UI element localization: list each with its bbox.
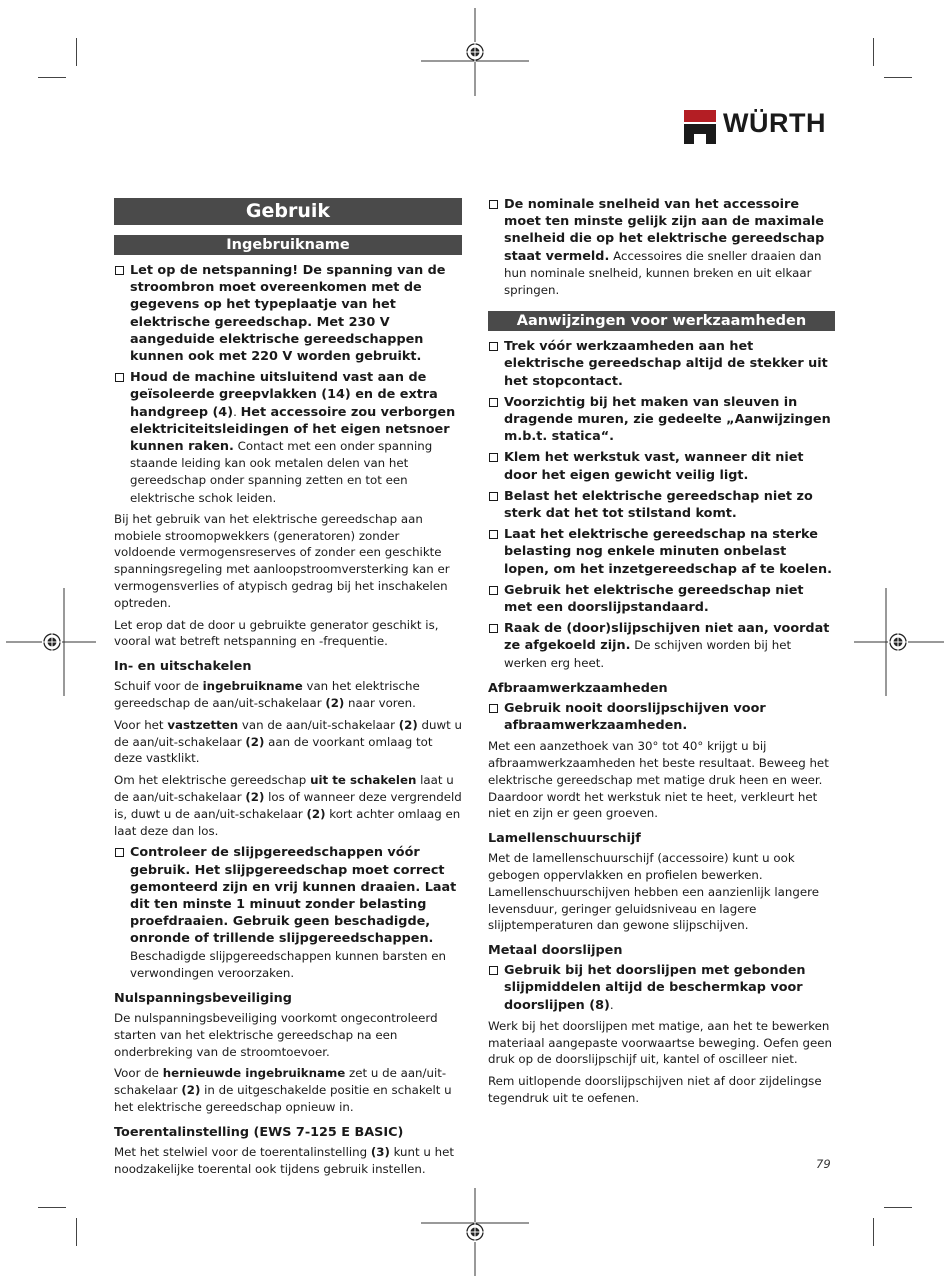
right-column — [488, 196, 835, 1112]
paragraph: Voor het vastzetten van de aan/uit-schakelaar (2) duwt u de aan/uit-schakelaar (2) aan de voorkant omlaag tot deze vastklikt. — [114, 717, 462, 766]
crop-mark — [38, 77, 66, 78]
checkbox-bullet-icon — [489, 530, 498, 539]
crop-mark — [884, 1207, 912, 1208]
registration-mark-right-icon — [854, 588, 944, 696]
checkbox-bullet-icon — [489, 342, 498, 351]
list-item: Gebruik bij het doorslijpen met gebonden slijpmiddelen altijd de beschermkap voor doorslijpen (8). — [488, 962, 835, 1014]
list-item: Laat het elektrische gereedschap na sterke belasting nog enkele minuten onbelast lopen, om het inzetgereedschap af te koelen. — [488, 526, 835, 578]
crop-mark — [884, 77, 912, 78]
paragraph: Om het elektrische gereedschap uit te schakelen laat u de aan/uit-schakelaar (2) los of wanneer deze vergrendeld is, duwt u de aan/uit-schakelaar (2) kort achter omlaag en laat deze dan los. — [114, 773, 462, 838]
list-item: Raak de (door)slijpschijven niet aan, voordat ze afgekoeld zijn. De schijven worden bij het werken erg heet. — [488, 620, 835, 672]
list-item: Gebruik het elektrische gereedschap niet met een doorslijpstandaard. — [488, 582, 835, 616]
page-number: 79 — [816, 1157, 831, 1171]
checkbox-bullet-icon — [489, 704, 498, 713]
checkbox-bullet-icon — [115, 848, 124, 857]
paragraph: Met een aanzethoek van 30° tot 40° krijgt u bij afbraamwerkzaamheden het beste resultaat. Beweeg het elektrische gereedschap met matige druk heen en weer. Daardoor wordt het werkstuk niet te heet, verkleurt het niet en zijn er geen groeven. — [488, 739, 829, 821]
paragraph: De nulspanningsbeveiliging voorkomt ongecontroleerd starten van het elektrische gereedschap na een onderbreking van de stroomtoevoer. — [114, 1011, 438, 1059]
subheading-toerentalinstelling: Toerentalinstelling (EWS 7-125 E BASIC) — [114, 1124, 404, 1140]
logo-wordmark: WÜRTH — [723, 108, 826, 138]
paragraph: Met het stelwiel voor de toerentalinstelling (3) kunt u het noodzakelijke toerental ook tijdens gebruik instellen. — [114, 1144, 454, 1176]
paragraph: Let erop dat de door u gebruikte generator geschikt is, vooral wat betreft netspanning en -frequentie. — [114, 617, 439, 649]
paragraph: Bij het gebruik van het elektrische gereedschap aan mobiele stroomopwekkers (generatoren) zonder voldoende vermogensreserves of zonder een geschikte spanningsregeling met aanloopstroomversterking kan er vermogensverlies of atypisch gedrag bij het inschakelen optreden. — [114, 511, 450, 610]
paragraph: Werk bij het doorslijpen met matige, aan het te bewerken materiaal aangepaste voorwaartse beweging. Oefen geen druk op de doorslijpschijf uit, kantel of oscilleer niet. — [488, 1018, 832, 1067]
subheading-in-uitschakelen: In- en uitschakelen — [114, 659, 252, 675]
crop-mark — [76, 38, 77, 66]
wurth-emblem-icon — [684, 110, 716, 144]
paragraph: Rem uitlopende doorslijpschijven niet af door zijdelingse tegendruk uit te oefenen. — [488, 1074, 822, 1106]
checkbox-bullet-icon — [115, 266, 124, 275]
list-item: Voorzichtig bij het maken van sleuven in dragende muren, zie gedeelte „Aanwijzingen m.b.t. statica“. — [488, 394, 835, 446]
left-column — [114, 196, 462, 1182]
checkbox-bullet-icon — [115, 373, 124, 382]
checkbox-bullet-icon — [489, 586, 498, 595]
list-item: Belast het elektrische gereedschap niet zo sterk dat het tot stilstand komt. — [488, 488, 835, 522]
subheading-lamellenschuurschijf: Lamellenschuurschijf — [488, 831, 641, 847]
checkbox-bullet-icon — [489, 966, 498, 975]
list-item: De nominale snelheid van het accessoire moet ten minste gelijk zijn aan de maximale snelheid die op het elektrische gereedschap staat vermeld. Accessoires die sneller draaien dan hun nominale snelheid, kunnen breken en uit elkaar springen. — [488, 196, 835, 299]
crop-mark — [76, 1218, 77, 1246]
registration-mark-left-icon — [6, 588, 96, 696]
list-item: Let op de netspanning! De spanning van de stroombron moet overeenkomen met de gegevens op het typeplaatje van het elektrische gereedschap. Met 230 V aangeduide elektrische gereedschappen kunnen ook met 220 V worden gebruikt. — [114, 262, 462, 365]
checkbox-bullet-icon — [489, 200, 498, 209]
list-item: Controleer de slijpgereedschappen vóór gebruik. Het slijpgereedschap moet correct gemonteerd zijn en vrij kunnen draaien. Laat dit ten minste 1 minuut zonder belasting proefdraaien. Gebruik geen beschadigde, onronde of trillende slijpgereedschappen. Beschadigde slijpgereedschappen kunnen barsten en verwondingen veroorzaken. — [114, 844, 462, 982]
checkbox-bullet-icon — [489, 398, 498, 407]
crop-mark — [873, 1218, 874, 1246]
section-heading-aanwijzingen: Aanwijzingen voor werkzaamheden — [488, 311, 835, 331]
paragraph: Schuif voor de ingebruikname van het elektrische gereedschap de aan/uit-schakelaar (2) naar voren. — [114, 679, 420, 711]
crop-mark — [38, 1207, 66, 1208]
paragraph: Met de lamellenschuurschijf (accessoire) kunt u ook gebogen oppervlakken en profielen bewerken. Lamellenschuurschijven hebben een aanzienlijk langere levensduur, geringer geluidsniveau en lagere slijptemperaturen dan gewone slijpschijven. — [488, 851, 819, 933]
registration-mark-top-icon — [421, 8, 529, 96]
paragraph: Voor de hernieuwde ingebruikname zet u de aan/uit-schakelaar (2) in de uitgeschakelde positie en schakelt u het elektrische gereedschap opnieuw in. — [114, 1066, 452, 1114]
checkbox-bullet-icon — [489, 624, 498, 633]
checkbox-bullet-icon — [489, 453, 498, 462]
registration-mark-bottom-icon — [421, 1188, 529, 1276]
page-title: Gebruik — [114, 198, 462, 225]
list-item: Houd de machine uitsluitend vast aan de geïsoleerde greepvlakken (14) en de extra handgreep (4). Het accessoire zou verborgen elektriciteitsleidingen of het eigen netsnoer kunnen raken. Contact met een onder spanning staande leiding kan ook metalen delen van het gereedschap onder spanning zetten en tot een elektrische schok leiden. — [114, 369, 462, 507]
list-item: Klem het werkstuk vast, wanneer dit niet door het eigen gewicht veilig ligt. — [488, 449, 835, 483]
checkbox-bullet-icon — [489, 492, 498, 501]
crop-mark — [873, 38, 874, 66]
list-item: Trek vóór werkzaamheden aan het elektrische gereedschap altijd de stekker uit het stopcontact. — [488, 338, 835, 390]
subheading-nulspanningsbeveiliging: Nulspanningsbeveiliging — [114, 991, 292, 1007]
subheading-afbraamwerkzaamheden: Afbraamwerkzaamheden — [488, 680, 668, 696]
wurth-logo — [684, 110, 844, 146]
subheading-metaal-doorslijpen: Metaal doorslijpen — [488, 943, 623, 959]
section-heading-ingebruikname: Ingebruikname — [114, 235, 462, 255]
list-item: Gebruik nooit doorslijpschijven voor afbraamwerkzaamheden. — [488, 700, 835, 734]
